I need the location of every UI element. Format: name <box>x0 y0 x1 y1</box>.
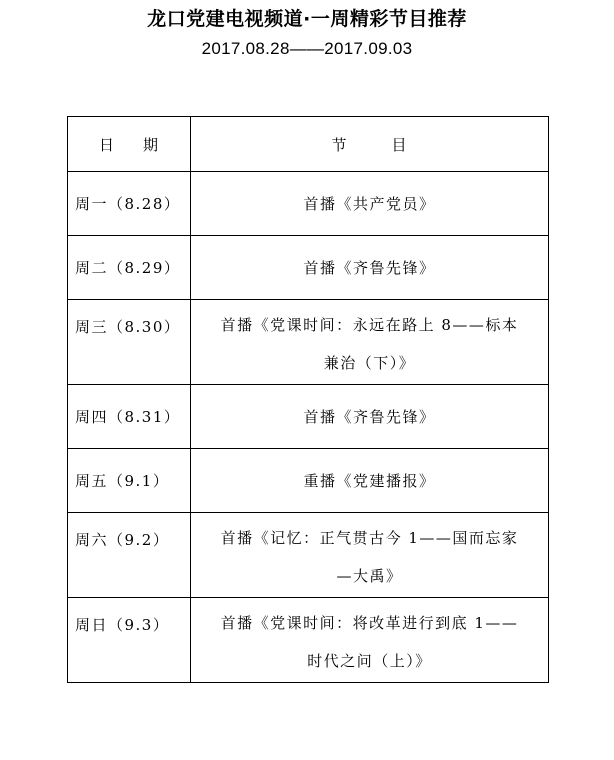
table-row <box>68 300 549 385</box>
day-cell: 周日（9.3） <box>68 598 191 683</box>
header-date: 日 期 <box>68 117 191 172</box>
table-header-row <box>68 117 549 172</box>
program-line: 首播《党课时间：永远在路上 8——标本 <box>220 316 519 334</box>
schedule-table <box>67 116 549 683</box>
program-line: —大禹》 <box>336 567 403 585</box>
table-row <box>68 513 549 598</box>
program-cell <box>191 598 549 683</box>
table-row <box>68 598 549 683</box>
program-cell: 首播《齐鲁先锋》 <box>191 385 549 449</box>
program-line: 首播《记忆：正气贯古今 1——国而忘家 <box>220 529 519 547</box>
day-cell: 周六（9.2） <box>68 513 191 598</box>
day-cell: 周五（9.1） <box>68 449 191 513</box>
date-range: 2017.08.28——2017.09.03 <box>201 39 413 58</box>
program-line: 时代之问（上）》 <box>307 652 432 670</box>
program-cell: 首播《共产党员》 <box>191 172 549 236</box>
day-cell: 周二（8.29） <box>68 236 191 300</box>
program-cell: 首播《齐鲁先锋》 <box>191 236 549 300</box>
day-cell: 周三（8.30） <box>68 300 191 385</box>
program-cell <box>191 513 549 598</box>
table-row <box>68 449 549 513</box>
program-line: 首播《党课时间：将改革进行到底 1—— <box>220 614 519 632</box>
table-row <box>68 236 549 300</box>
page-title: 龙口党建电视频道·一周精彩节目推荐 <box>147 8 467 30</box>
program-cell: 重播《党建播报》 <box>191 449 549 513</box>
header-program: 节 目 <box>191 117 549 172</box>
table-row <box>68 172 549 236</box>
table-row <box>68 385 549 449</box>
program-line: 兼治（下）》 <box>323 354 416 372</box>
day-cell: 周一（8.28） <box>68 172 191 236</box>
day-cell: 周四（8.31） <box>68 385 191 449</box>
program-cell <box>191 300 549 385</box>
